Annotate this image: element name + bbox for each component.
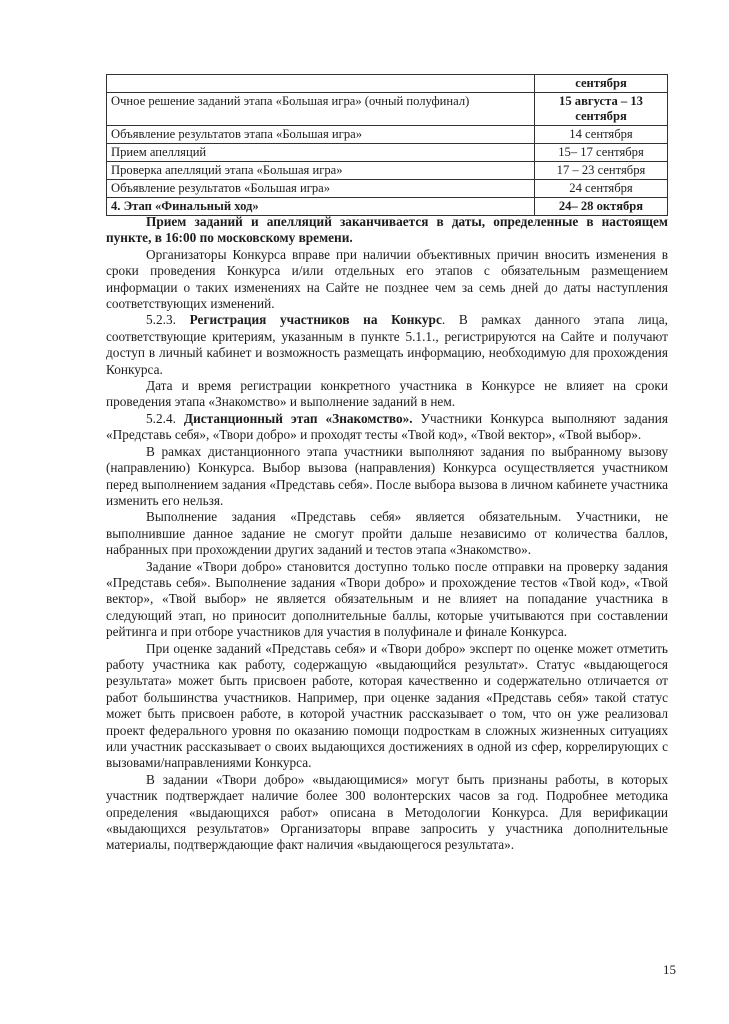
section-5-2-4 bbox=[106, 411, 668, 444]
table-row bbox=[107, 75, 668, 93]
date-cell: 14 сентября bbox=[535, 126, 668, 144]
paragraph-mandatory-task: Выполнение задания «Представь себя» является обязательным. Участники, не выполнившие данное задание не смогут пройти дальше независимо от количества баллов, набранных при прохождении других заданий и тестов этапа «Знакомство». bbox=[106, 509, 668, 558]
section-5-2-3 bbox=[106, 312, 668, 378]
event-cell bbox=[107, 75, 535, 93]
section-number: 5.2.3. bbox=[146, 312, 176, 328]
table-row bbox=[107, 180, 668, 198]
deadline-note: Прием заданий и апелляций заканчивается в даты, определенные в настоящем пункте, в 16:00 по московскому времени. bbox=[106, 214, 668, 246]
page-number: 15 bbox=[663, 962, 676, 977]
event-cell: 4. Этап «Финальный ход» bbox=[107, 198, 535, 216]
paragraph-schedule-changes: Организаторы Конкурса вправе при наличии объективных причин вносить изменения в сроки проведения Конкурса и/или отдельных его этапов с обязательным размещением информации о таких изменениях на Сайте не позднее чем за семь дней до даты наступления соответствующих изменений. bbox=[106, 246, 668, 312]
event-cell: Очное решение заданий этапа «Большая игра» (очный полуфинал) bbox=[107, 93, 535, 126]
table-row bbox=[107, 198, 668, 216]
paragraph-outstanding-result: При оценке заданий «Представь себя» и «Твори добро» эксперт по оценке может отметить работу участника как работу, содержащую «выдающийся результат». Статус «выдающегося результата» может быть присвоен работе, которая качественно и содержательно отличается от работ большинства участников. Например, при оценке задания «Представь себя» такой статус может быть присвоен работе, в которой участник рассказывает о том, что он уже реализовал проект федерального уровня по оказанию помощи подросткам в сложных жизненных ситуациях или участник рассказывает о своих выдающихся достижениях в одной из сфер, коррелирующих с вызовами/направлениями Конкурса. bbox=[106, 640, 668, 771]
schedule-table bbox=[106, 74, 668, 216]
event-cell: Проверка апелляций этапа «Большая игра» bbox=[107, 162, 535, 180]
date-cell: 15– 17 сентября bbox=[535, 144, 668, 162]
table-row bbox=[107, 93, 668, 126]
paragraph-volunteer-hours: В задании «Твори добро» «выдающимися» могут быть признаны работы, в которых участник подтверждает наличие более 300 волонтерских часов за год. Подробнее методика определения «выдающихся работ» описана в Методологии Конкурса. Для верификации «выдающихся результатов» Организаторы вправе запросить у участника дополнительные материалы, подтверждающие факт наличия «выдающегося результата». bbox=[106, 771, 668, 853]
section-heading: Дистанционный этап «Знакомство». bbox=[183, 410, 413, 426]
event-cell: Объявление результатов этапа «Большая игра» bbox=[107, 126, 535, 144]
section-number: 5.2.4. bbox=[146, 410, 176, 426]
table-row bbox=[107, 126, 668, 144]
date-cell: 17 – 23 сентября bbox=[535, 162, 668, 180]
event-cell: Объявление результатов «Большая игра» bbox=[107, 180, 535, 198]
section-heading: Регистрация участников на Конкурс bbox=[189, 312, 442, 328]
body-text bbox=[106, 214, 668, 854]
date-cell: сентября bbox=[535, 75, 668, 93]
paragraph-registration-date: Дата и время регистрации конкретного участника в Конкурсе не влияет на сроки проведения этапа «Знакомство» и выполнение заданий в нем. bbox=[106, 378, 668, 410]
section-text: . В рамках данного этапа лица, соответствующие критериям, указанным в пункте 5.1.1., регистрируются на Сайте и получают доступ в личный кабинет и возможность размещать информацию, необходимую для прохождения Конкурса. bbox=[106, 312, 668, 377]
paragraph-optional-tasks: Задание «Твори добро» становится доступно только после отправки на проверку задания «Представь себя». Выполнение задания «Твори добро» и прохождение тестов «Твой код», «Твой вектор», «Твой выбор» не является обязательным и не влияет на попадание участника в следующий этап, но приносит дополнительные баллы, которые учитываются при составлении рейтинга и при отборе участников для участия в полуфинале и финале Конкурса. bbox=[106, 558, 668, 640]
date-cell: 15 августа – 13 сентября bbox=[535, 93, 668, 126]
table-row bbox=[107, 144, 668, 162]
paragraph-challenge-choice: В рамках дистанционного этапа участники выполняют задания по выбранному вызову (направлению) Конкурса. Выбор вызова (направления) Конкурса осуществляется участником перед выполнением задания «Представь себя». После выбора вызова в личном кабинете участника изменить его нельзя. bbox=[106, 443, 668, 508]
table-row bbox=[107, 162, 668, 180]
date-cell: 24 сентября bbox=[535, 180, 668, 198]
date-cell: 24– 28 октября bbox=[535, 198, 668, 216]
event-cell: Прием апелляций bbox=[107, 144, 535, 162]
section-text: Участники Конкурса выполняют задания «Представь себя», «Твори добро» и проходят тесты «Твой код», «Твой вектор», «Твой выбор». bbox=[106, 410, 668, 443]
